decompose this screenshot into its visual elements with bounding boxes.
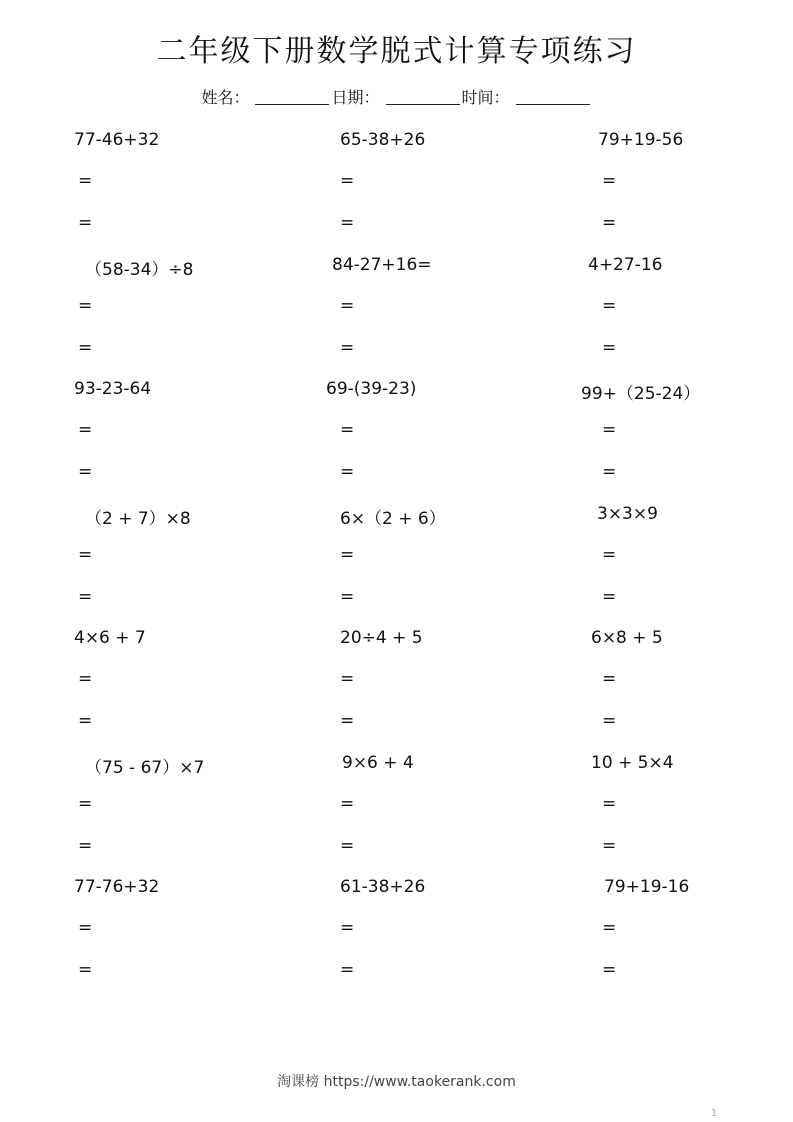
problem-expression: 93-23-64: [74, 379, 152, 399]
date-blank: [386, 104, 460, 105]
equals-step-2: =: [602, 586, 617, 607]
exercise-row: [0, 379, 793, 503]
equals-step-1: =: [340, 669, 355, 689]
equals-step-1: =: [340, 918, 355, 938]
problem-expression: （75 - 67）×7: [85, 757, 205, 778]
equals-step-2: =: [340, 586, 355, 607]
problem-expression: 6×（2 + 6）: [340, 508, 446, 529]
equals-step-2: =: [602, 711, 617, 731]
equals-step-2: =: [602, 337, 617, 358]
problem-expression: 99+（25-24）: [581, 384, 701, 404]
date-label: 日期：: [331, 88, 380, 107]
equals-step-1: =: [340, 420, 355, 440]
time-label: 时间：: [461, 88, 510, 107]
problem-expression: 79+19-56: [598, 130, 684, 150]
equals-step-2: =: [78, 337, 93, 358]
problem-expression: 10 + 5×4: [591, 752, 674, 773]
equals-step-2: =: [78, 462, 93, 482]
problem-expression: （2 + 7）×8: [85, 508, 191, 529]
equals-step-1: =: [78, 793, 93, 814]
name-field: [201, 85, 331, 108]
equals-step-1: =: [602, 669, 617, 689]
exercise-row: [0, 628, 793, 752]
problem-expression: 20÷4 + 5: [340, 628, 423, 648]
equals-step-1: =: [78, 544, 93, 565]
equals-step-1: =: [602, 918, 617, 938]
equals-step-2: =: [340, 960, 355, 980]
equals-step-2: =: [78, 960, 93, 980]
page-number: 1: [711, 1108, 718, 1119]
problem-expression: 4×6 + 7: [74, 628, 146, 648]
equals-step-2: =: [340, 462, 355, 482]
equals-step-1: =: [340, 793, 355, 814]
name-label: 姓名：: [201, 88, 250, 107]
time-field: [462, 85, 592, 108]
exercise-row: [0, 504, 793, 628]
equals-step-2: =: [340, 711, 355, 731]
exercise-row: [0, 255, 793, 379]
equals-step-2: =: [602, 960, 617, 980]
equals-step-1: =: [340, 295, 355, 316]
equals-step-2: =: [602, 462, 617, 482]
student-info-line: [0, 85, 793, 108]
time-blank: [516, 104, 590, 105]
equals-step-1: =: [602, 171, 617, 191]
name-blank: [255, 104, 329, 105]
problem-expression: 77-76+32: [74, 877, 160, 897]
exercise-row: [0, 877, 793, 1001]
problem-expression: 4+27-16: [588, 254, 663, 275]
equals-step-2: =: [340, 337, 355, 358]
date-field: [331, 85, 461, 108]
equals-step-2: =: [602, 835, 617, 856]
equals-step-2: =: [340, 213, 355, 233]
problem-expression: 84-27+16=: [332, 254, 432, 275]
equals-step-2: =: [78, 835, 93, 856]
equals-step-2: =: [78, 213, 93, 233]
exercise-row: [0, 130, 793, 254]
problem-expression: 6×8 + 5: [591, 628, 663, 648]
equals-step-1: =: [602, 793, 617, 814]
equals-step-1: =: [78, 420, 93, 440]
equals-step-2: =: [340, 835, 355, 856]
equals-step-1: =: [78, 171, 93, 191]
footer-url: 淘课榜 https://www.taokerank.com: [277, 1074, 516, 1090]
problem-expression: 3×3×9: [597, 503, 658, 524]
equals-step-1: =: [78, 669, 93, 689]
problem-expression: 61-38+26: [340, 877, 426, 897]
problem-expression: 69-(39-23): [326, 379, 417, 399]
problem-expression: （58-34）÷8: [85, 259, 194, 280]
problem-expression: 79+19-16: [604, 877, 690, 897]
equals-step-1: =: [602, 420, 617, 440]
equals-step-1: =: [602, 544, 617, 565]
equals-step-2: =: [78, 711, 93, 731]
equals-step-1: =: [78, 918, 93, 938]
exercise-row: [0, 753, 793, 877]
problem-expression: 77-46+32: [74, 130, 160, 150]
equals-step-2: =: [78, 586, 93, 607]
problem-expression: 65-38+26: [340, 130, 426, 150]
page-title: 二年级下册数学脱式计算专项练习: [156, 34, 637, 69]
problem-expression: 9×6 + 4: [342, 752, 414, 773]
equals-step-1: =: [78, 295, 93, 316]
equals-step-1: =: [602, 295, 617, 316]
equals-step-1: =: [340, 544, 355, 565]
equals-step-1: =: [340, 171, 355, 191]
equals-step-2: =: [602, 213, 617, 233]
